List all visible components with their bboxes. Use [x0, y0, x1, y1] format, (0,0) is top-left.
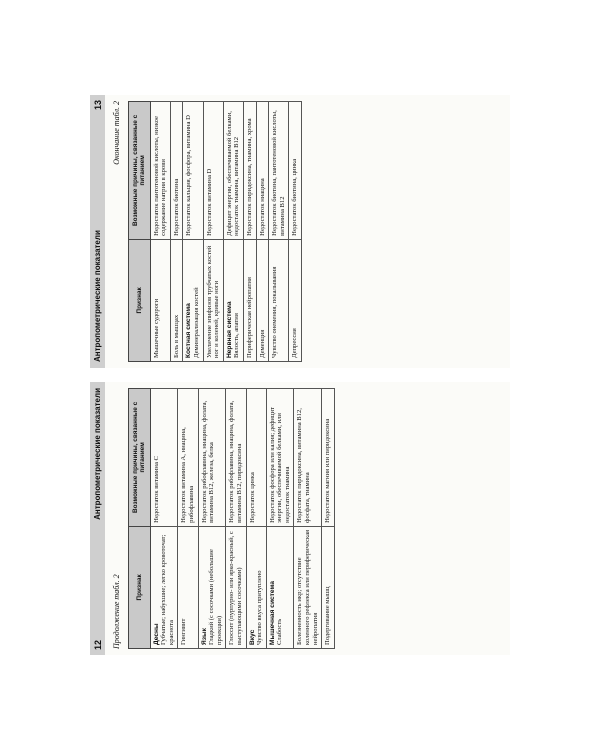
sign-cell: Деменция — [256, 239, 269, 361]
section-title: Язык — [200, 628, 208, 645]
cause-cell: Недостаток кальция, фосфора, витамина D — [183, 102, 203, 240]
table-row — [256, 102, 269, 362]
sign-cell: Чувство онемения, покалывания — [269, 239, 289, 361]
col-header-sign: Признак — [129, 526, 151, 648]
table-row — [226, 389, 246, 649]
cause-cell: Недостаток рибофлавина, ниацина, фолата, витамина B12, пиридоксина — [226, 389, 246, 527]
sign-cell: Мышечная система Слабость — [266, 526, 294, 648]
table-row — [183, 102, 203, 362]
cause-cell: Дефицит энергии, обеспечиваемой белками, недостаток тиамина, витамина B12 — [223, 102, 243, 240]
table-row — [198, 389, 226, 649]
table-row — [170, 102, 183, 362]
table-row — [246, 389, 266, 649]
sign-cell: Костная система Деминерализация костей — [183, 239, 203, 361]
col-header-cause: Возможные причины, связанные с питанием — [129, 389, 151, 527]
cause-cell: Недостаток биотина — [170, 102, 183, 240]
sign-cell: Язык Гладкий (с сосочками (небольшие проекции) — [198, 526, 226, 648]
col-header-cause: Возможные причины, связанные с питанием — [129, 102, 151, 240]
section-title: Вкус — [248, 629, 256, 645]
cause-cell: Недостаток цинка — [246, 389, 266, 527]
nutrition-signs-table — [128, 388, 335, 649]
sign-cell: Гингивит — [178, 526, 198, 648]
cause-cell: Недостаток рибофлавина, ниацина, фолата, витамина B12, железа, белка — [198, 389, 226, 527]
sign-cell: Депрессия — [289, 239, 302, 361]
table-row — [269, 102, 289, 362]
cause-cell: Недостаток витамина С — [150, 389, 178, 527]
table-row — [150, 102, 170, 362]
table-caption: Окончание табл. 2 — [112, 101, 121, 165]
cause-cell: Недостаток фосфора или калия; дефицит энергии, обеспечиваемой белками, или недостаток тиамина — [266, 389, 294, 527]
table-row — [266, 389, 294, 649]
cause-cell: Недостаток биотина, пантотеновой кислоты, витамина B12 — [269, 102, 289, 240]
page-number: 13 — [92, 100, 103, 111]
section-title: Костная система — [185, 303, 193, 358]
cause-cell: Недостаток биотина, цинка — [289, 102, 302, 240]
sign-cell: Вкус Чувство вкуса притуплено — [246, 526, 266, 648]
cause-cell: Недостаток пантотеновой кислоты, низкое содержание натрия в крови — [150, 102, 170, 240]
table-row — [322, 389, 335, 649]
running-header — [90, 95, 105, 368]
running-title: Антропометрические показатели — [93, 388, 102, 520]
sign-cell: Подергивание мышц — [322, 526, 335, 648]
sign-cell: Мышечные судороги — [150, 239, 170, 361]
cause-cell: Недостаток витамина А, ниацина, рибофлавина — [178, 389, 198, 527]
table-row — [223, 102, 243, 362]
table-row — [294, 389, 322, 649]
sign-cell: Болезненность икр; отсутствие коленного рефлекса или периферическая нейропатия — [294, 526, 322, 648]
section-title: Десны — [152, 623, 160, 645]
section-title: Нервная система — [225, 301, 233, 358]
section-title: Мышечная система — [268, 581, 276, 645]
sign-cell: Увеличение эпифизов трубчатых костей ног и коленей, кривые ноги — [203, 239, 223, 361]
cause-cell: Недостаток пиридоксина, витамина B12, фосфата, тиамина — [294, 389, 322, 527]
page-number: 12 — [92, 639, 103, 650]
book-spread — [90, 95, 510, 655]
cause-cell: Недостаток пиридоксина, тиамина, хрома — [243, 102, 256, 240]
sign-cell: Периферическая нейропатия — [243, 239, 256, 361]
right-page — [90, 95, 510, 368]
sign-cell: Нервная система Вялость, апатия — [223, 239, 243, 361]
cause-cell: Недостаток магния или пиридоксина — [322, 389, 335, 527]
table-row — [203, 102, 223, 362]
running-title: Антропометрические показатели — [93, 230, 102, 362]
table-row — [150, 389, 178, 649]
table-row — [289, 102, 302, 362]
sign-cell: Десны Губчатые; набухшие; легко кровоточат; краснота — [150, 526, 178, 648]
sign-cell: Боль в мышцах — [170, 239, 183, 361]
sign-cell: Глоссит (пурпурно- или ярко-красный, с выступающими сосочками) — [226, 526, 246, 648]
cause-cell: Недостаток ниацина — [256, 102, 269, 240]
running-header — [90, 382, 105, 655]
table-row — [243, 102, 256, 362]
table-caption: Продолжение табл. 2 — [112, 574, 121, 649]
table-row — [178, 389, 198, 649]
col-header-sign: Признак — [129, 239, 151, 361]
left-page — [90, 382, 510, 655]
nutrition-signs-table — [128, 101, 302, 362]
cause-cell: Недостаток витамина D — [203, 102, 223, 240]
